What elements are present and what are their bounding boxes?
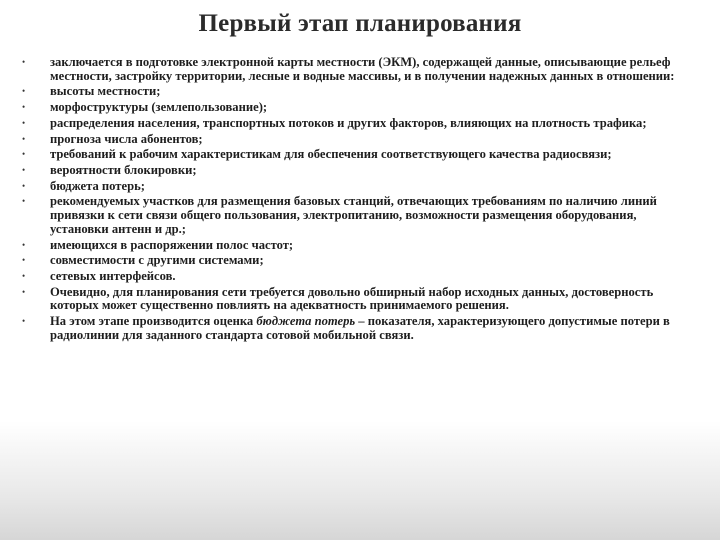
list-item: [22, 180, 698, 194]
bullet-marker: •: [22, 255, 26, 266]
list-item: [22, 195, 698, 236]
loss-budget-term: бюджета потерь: [256, 314, 356, 329]
list-item-text: бюджета потерь;: [50, 178, 145, 193]
list-item: [22, 270, 698, 284]
list-item-text: требований к рабочим характеристикам для обеспечения соответствующего качества радиосвязи;: [50, 147, 612, 162]
list-item-text: высоты местности;: [50, 84, 161, 99]
bullet-marker: •: [22, 102, 26, 113]
list-item: [22, 254, 698, 268]
list-item: [22, 315, 698, 343]
list-item: [22, 85, 698, 99]
list-item: [22, 148, 698, 162]
bullet-marker: •: [22, 196, 26, 207]
list-item-text-pre: На этом этапе производится оценка: [50, 314, 257, 329]
list-item-text: совместимости с другими системами;: [50, 253, 264, 268]
list-item: [22, 239, 698, 253]
list-item: [22, 164, 698, 178]
bullet-marker: •: [22, 86, 26, 97]
list-item-text: сетевых интерфейсов.: [50, 268, 176, 283]
bullet-marker: •: [22, 133, 26, 144]
bullet-marker: •: [22, 117, 26, 128]
list-item: [22, 133, 698, 147]
bullet-marker: •: [22, 180, 26, 191]
list-item-text: имеющихся в распоряжении полос частот;: [50, 237, 294, 252]
list-item-text: морфоструктуры (землепользование);: [50, 100, 268, 115]
list-item: [22, 56, 698, 84]
list-item: [22, 101, 698, 115]
list-item-text: Очевидно, для планирования сети требуется довольно обширный набор исходных данных, достоверность которых может существенно повлиять на адекватность принимаемого решения.: [50, 284, 654, 313]
bullet-marker: •: [22, 316, 26, 327]
bullet-list: [22, 56, 698, 345]
bullet-marker: •: [22, 270, 26, 281]
list-item-text: прогноза числа абонентов;: [50, 131, 203, 146]
list-item-text: вероятности блокировки;: [50, 162, 197, 177]
list-item-text: распределения населения, транспортных потоков и других факторов, влияющих на плотность трафика;: [50, 115, 647, 130]
bullet-marker: •: [22, 286, 26, 297]
page-title: Первый этап планирования: [198, 10, 522, 37]
list-item-text-post: – показателя, характеризующего допустимые потери в радиолинии для заданного стандарта сотовой мобильной связи.: [50, 314, 670, 342]
bullet-marker: •: [22, 239, 26, 250]
bullet-marker: •: [22, 164, 26, 175]
list-item: [22, 286, 698, 314]
list-item-text: заключается в подготовке электронной карты местности (ЭКМ), содержащей данные, описывающие рельеф местности, застройку территории, лесные и водные массивы, и в получении надежных данных в отношении:: [50, 55, 675, 83]
list-item: [22, 117, 698, 131]
bullet-marker: •: [22, 57, 26, 67]
list-item-text: рекомендуемых участков для размещения базовых станций, отвечающих требованиям по наличию линий привязки к сети связи общего пользования, электропитанию, возможности размещения оборудования, установки антенн и др.;: [50, 194, 657, 236]
bullet-marker: •: [22, 149, 26, 160]
